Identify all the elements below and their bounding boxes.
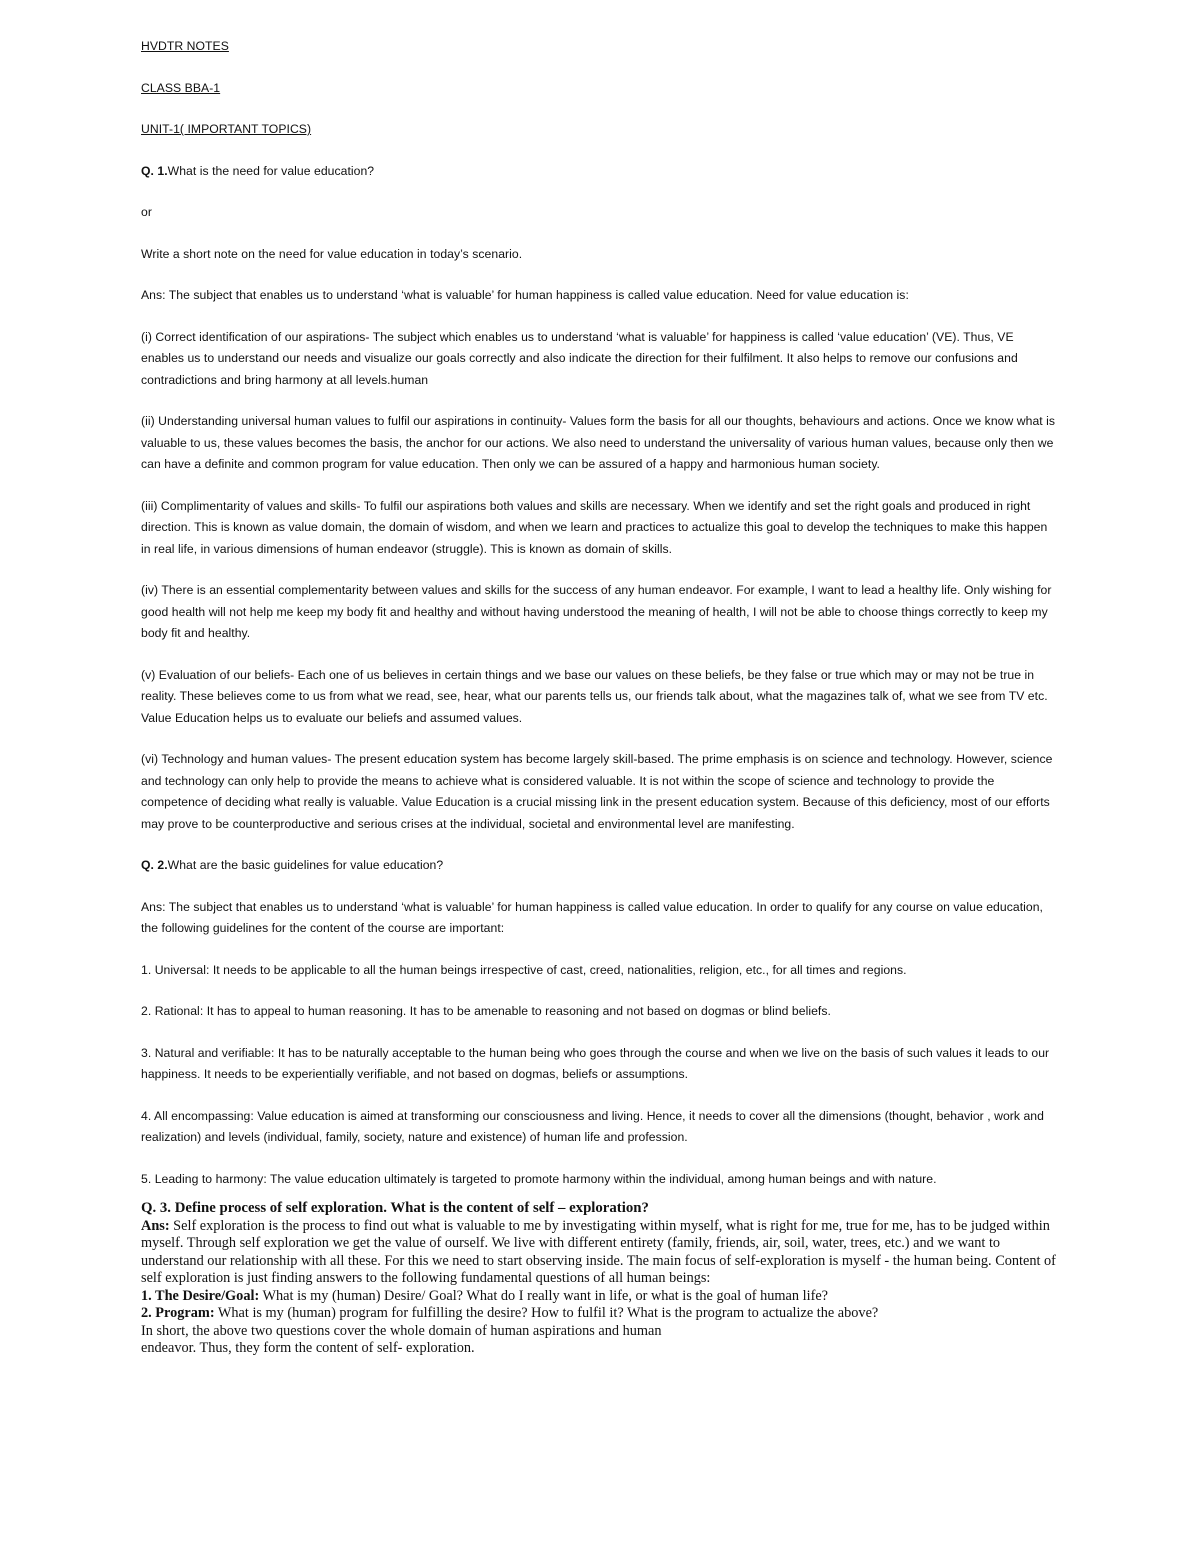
q3-ans-label: Ans: (141, 1217, 170, 1234)
q3-item2-text: What is my (human) program for fulfilling the desire? How to fulfil it? What is the program to actualize the above? (214, 1305, 879, 1321)
q1-point: (i) Correct identification of our aspirations- The subject which enables us to understand ‘what is valuable’ for happiness is called ‘value education’ (VE). Thus, VE enables us to understand our needs and visualize our goals correctly and also indicate the direction for their fulfilment. It also helps to remove our confusions and contradictions and bring harmony at all levels.human (141, 329, 1018, 387)
q2-number: Q. 2. (141, 858, 168, 872)
q1-point: (iv) There is an essential complementarity between values and skills for the success of any human endeavor. For example, I want to lead a healthy life. Only wishing for good health will not help me keep my body fit and healthy and without having understood the meaning of health, I will not be able to choose things correctly to keep my body fit and healthy. (141, 583, 1052, 640)
q3-item1-text: What is my (human) Desire/ Goal? What do I really want in life, or what is the goal of human life? (259, 1287, 829, 1304)
q3-summary-line1: In short, the above two questions cover the whole domain of human aspirations and human (141, 1322, 662, 1339)
q2-point: 2. Rational: It has to appeal to human reasoning. It has to be amenable to reasoning and not based on dogmas or blind beliefs. (141, 1004, 831, 1018)
q3-ans-text: Self exploration is the process to find out what is valuable to me by investigating within myself, what is right for me, true for me, has to be judged within myself. Through self exploration we get the value of ourself. We live with different entirety (family, friends, air, soil, water, trees, etc.) and we want to understand our relationship with all these. For this we need to start observing inside. The main focus of self-exploration is myself - the human being. Content of self exploration is just finding answers to the following fundamental questions of all human beings: (141, 1217, 1056, 1286)
q2-question (141, 855, 1060, 877)
q3-answer (141, 1218, 1060, 1288)
q1-answer: Ans: The subject that enables us to understand ‘what is valuable’ for human happiness is called value education. Need for value education is: (141, 288, 909, 302)
q2-question-text: What are the basic guidelines for value education? (167, 858, 444, 872)
q1-point: (vi) Technology and human values- The present education system has become largely skill-based. The prime emphasis is on science and technology. However, science and technology can only help to provide the means to achieve what is considered valuable. It is not within the scope of science and technology to provide the competence of deciding what really is valuable. Value Education is a crucial missing link in the present education system. Because of this deficiency, most of our efforts may prove to be counterproductive and serious crises at the individual, societal and environmental level are manifesting. (141, 752, 1053, 831)
q3-summary-line2: endeavor. Thus, they form the content of self- exploration. (141, 1340, 475, 1356)
q2-point: 5. Leading to harmony: The value education ultimately is targeted to promote harmony within the individual, among human beings and with nature. (141, 1171, 937, 1186)
q2-answer: Ans: The subject that enables us to understand ‘what is valuable’ for human happiness is called value education. In order to qualify for any course on value education, the following guidelines for the content of the course are important: (141, 899, 1043, 935)
q3-item1-label: 1. The Desire/Goal: (141, 1287, 260, 1304)
q1-number: Q. 1. (141, 163, 168, 178)
q1-point: (ii) Understanding universal human values to fulfil our aspirations in continuity- Values form the basis for all our thoughts, behaviours and actions. Once we know what is valuable to us, these values becomes the basis, the anchor for our actions. We also need to understand the universality of various human values, because only then we can have a definite and common program for value education. Then only we can be assured of a happy and harmonious human society. (141, 414, 1056, 471)
notes-body (141, 36, 1060, 1190)
doc-title: HVDTR NOTES (141, 39, 229, 53)
unit-label: UNIT-1( IMPORTANT TOPICS) (141, 122, 312, 136)
q1-point: (v) Evaluation of our beliefs- Each one of us believes in certain things and we base our values on these beliefs, be they false or true which may or may not be true in reality. These believes come to us from what we read, see, hear, what our parents tells us, our friends talk about, what the magazines talk of, what we see from TV etc. Value Education helps us to evaluate our beliefs and assumed values. (141, 667, 1048, 725)
q2-point: 1. Universal: It needs to be applicable to all the human beings irrespective of cast, creed, nationalities, religion, etc., for all times and regions. (141, 962, 907, 977)
q3-item-program (141, 1305, 1060, 1323)
q3-heading: Q. 3. Define process of self exploration. What is the content of self – exploration? (141, 1200, 649, 1216)
q2-point: 4. All encompassing: Value education is aimed at transforming our consciousness and living. Hence, it needs to cover all the dimensions (thought, behavior , work and realization) and levels (individual, family, society, nature and existence) of human life and profession. (141, 1108, 1044, 1144)
q1-point: (iii) Complimentarity of values and skills- To fulfil our aspirations both values and skills are necessary. When we identify and set the right goals and produced in right direction. This is known as value domain, the domain of wisdom, and when we learn and practices to actualize this goal to develop the techniques to make this happen in real life, in various dimensions of human endeavor (struggle). This is known as domain of skills. (141, 498, 1048, 556)
q1-question-text: What is the need for value education? (167, 163, 375, 178)
q3-section (141, 1200, 1060, 1358)
q3-item2-label: 2. Program: (141, 1305, 215, 1321)
q2-point: 3. Natural and verifiable: It has to be naturally acceptable to the human being who goes through the course and when we live on the basis of such values it leads to our happiness. It needs to be experientially verifiable, and not based on dogmas, beliefs or assumptions. (141, 1045, 1050, 1081)
q1-alt: Write a short note on the need for value education in today’s scenario. (141, 246, 523, 261)
q1-or: or (141, 205, 152, 219)
q3-item-desire (141, 1288, 1060, 1306)
class-label: CLASS BBA-1 (141, 80, 221, 95)
q1-question (141, 161, 1060, 183)
